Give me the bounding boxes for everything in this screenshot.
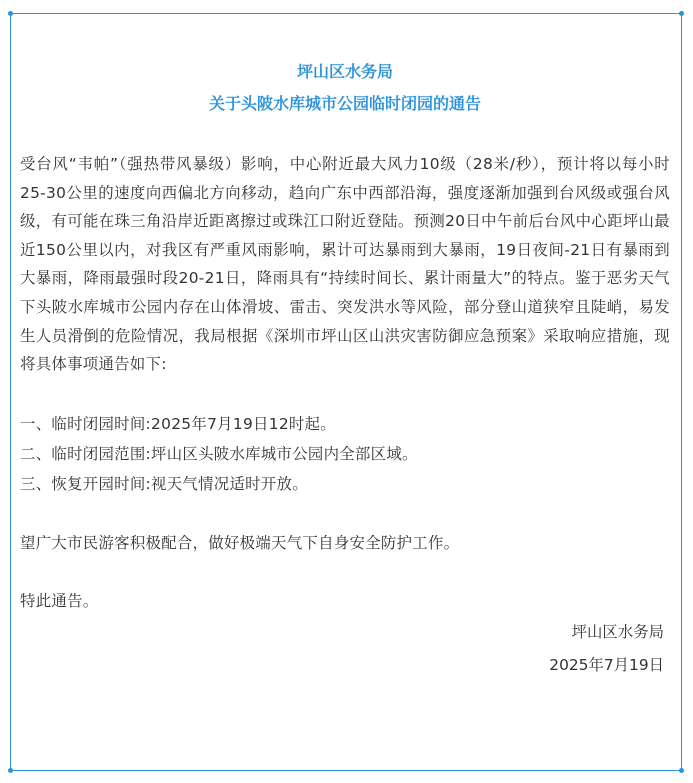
signature-org: 坪山区水务局 [571, 622, 664, 641]
frame-corner-dot [679, 768, 684, 773]
notice-content [20, 56, 670, 682]
notice-title: 关于头陂水库城市公园临时闭园的通告 [208, 94, 481, 113]
signature-block [20, 616, 670, 682]
closing-line: 特此通告。 [20, 592, 99, 611]
list-item: 一、临时闭园时间:2025年7月19日12时起。 [20, 414, 336, 433]
list-item: 三、恢复开园时间:视天气情况适时开放。 [20, 474, 308, 493]
frame-corner-dot [679, 11, 684, 16]
issuing-org: 坪山区水务局 [296, 62, 393, 81]
frame-corner-dot [8, 11, 13, 16]
frame-corner-dot [8, 768, 13, 773]
list-item: 二、临时闭园范围:坪山区头陂水库城市公园内全部区域。 [20, 444, 418, 463]
notice-header [20, 56, 670, 120]
signature-date: 2025年7月19日 [549, 655, 664, 674]
notice-body [20, 150, 670, 616]
intro-paragraph: 受台风“韦帕”（强热带风暴级）影响，中心附近最大风力10级（28米/秒），预计将以每小时25-30公里的速度向西偏北方向移动，趋向广东中西部沿海，强度逐渐加强到台风级或强台风级，有可能在珠三角沿岸近距离擦过或珠江口附近登陆。预测20日中午前后台风中心距坪山最近150公里以内，对我区有严重风雨影响，累计可达暴雨到大暴雨，19日夜间-21日有暴雨到大暴雨，降雨最强时段20-21日，降雨具有“持续时间长、累计雨量大”的特点。鉴于恶劣天气下头陂水库城市公园内存在山体滑坡、雷击、突发洪水等风险，部分登山道狭窄且陡峭，易发生人员滑倒的危险情况，我局根据《深圳市坪山区山洪灾害防御应急预案》采取响应措施，现将具体事项通告如下: [20, 155, 670, 374]
appeal-paragraph: 望广大市民游客积极配合，做好极端天气下自身安全防护工作。 [20, 533, 460, 552]
